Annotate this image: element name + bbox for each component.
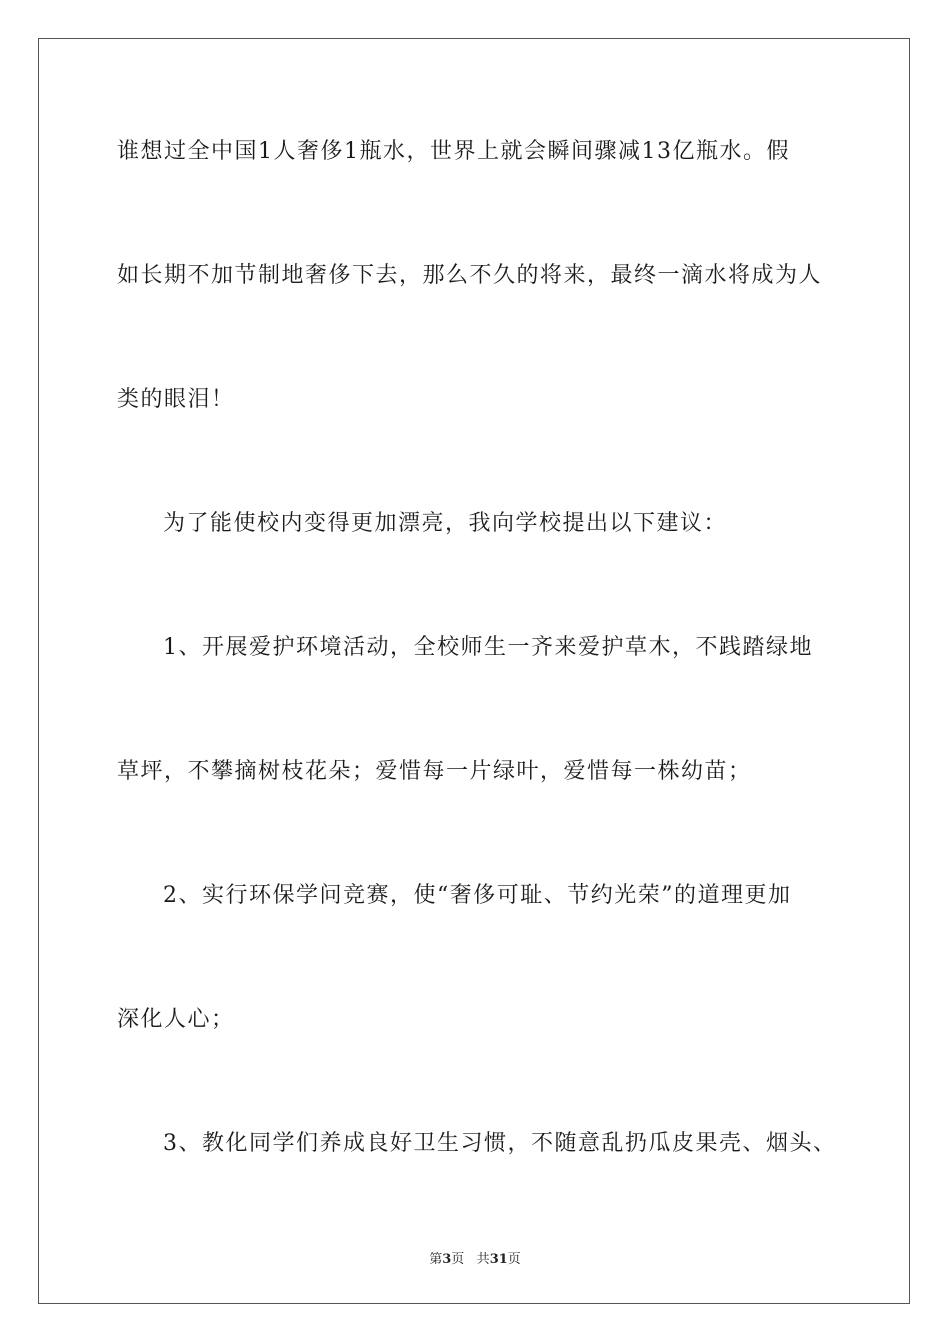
paragraph-line: 2、实行环保学问竞赛，使“奢侈可耻、节约光荣”的道理更加 (163, 883, 792, 908)
footer-total-suffix: 页 (507, 1252, 521, 1267)
paragraph-line: 3、教化同学们养成良好卫生习惯，不随意乱扔瓜皮果壳、烟头、 (163, 1131, 837, 1156)
footer-total-prefix: 共 (476, 1252, 490, 1267)
paragraph-line: 谁想过全中国1人奢侈1瓶水，世界上就会瞬间骤减13亿瓶水。假 (117, 139, 790, 164)
footer-total-pages: 31 (489, 1252, 508, 1267)
page-footer (0, 1248, 950, 1267)
footer-page-suffix: 页 (451, 1252, 465, 1267)
paragraph-line: 如长期不加节制地奢侈下去，那么不久的将来，最终一滴水将成为人 (117, 263, 823, 288)
page-border (38, 38, 910, 1304)
paragraph-line: 草坪，不攀摘树枝花朵；爱惜每一片绿叶，爱惜每一株幼苗； (117, 759, 752, 784)
paragraph-line: 为了能使校内变得更加漂亮，我向学校提出以下建议： (163, 511, 728, 536)
paragraph-line: 1、开展爱护环境活动，全校师生一齐来爱护草木，不践踏绿地 (163, 635, 813, 660)
paragraph-line: 类的眼泪！ (117, 387, 235, 412)
footer-page-prefix: 第 (429, 1252, 443, 1267)
footer-page-number: 3 (442, 1252, 452, 1267)
paragraph-line: 深化人心； (117, 1007, 235, 1032)
